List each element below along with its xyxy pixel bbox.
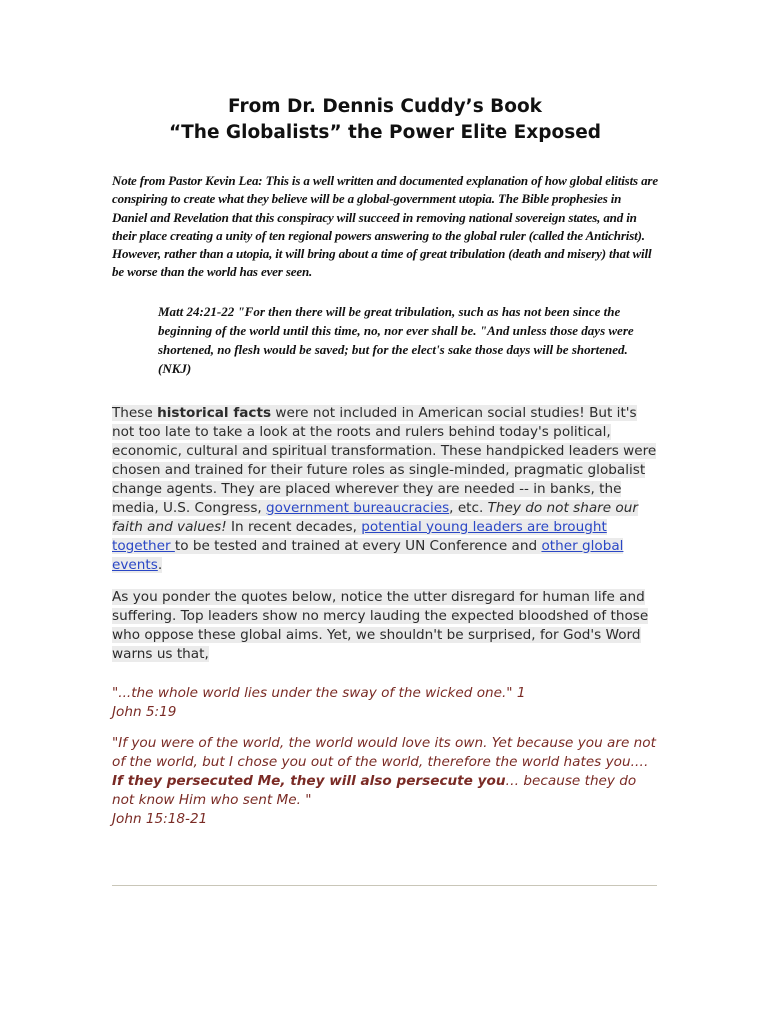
para1-text-6: . (157, 556, 163, 573)
para1-text-4: In recent decades, (226, 518, 362, 535)
scripture-2-text-2: … because they do not know Him who sent Me. " (112, 772, 637, 808)
scripture-quote-1 (112, 684, 658, 722)
historical-facts-bold: historical facts (157, 404, 272, 421)
bible-verse-quote: Matt 24:21-22 "For then there will be great tribulation, such as has not been since the beginning of the world until this time, no, nor ever shall be. "And unless those days were shortened, no flesh would be saved; but for the elect's sake those days will be shortened. (NKJ) (158, 303, 634, 376)
horizontal-divider (112, 885, 657, 886)
page-title (112, 94, 658, 146)
title-line-1: From Dr. Dennis Cuddy’s Book (228, 96, 542, 117)
para1-text-3: , etc. (449, 499, 488, 516)
scripture-2-reference: John 15:18-21 (112, 810, 208, 827)
article (112, 94, 658, 829)
scripture-1-text: "...the whole world lies under the sway of the wicked one." 1 (112, 684, 526, 701)
paragraph-highlight (112, 405, 656, 573)
title-line-2: “The Globalists” the Power Elite Exposed (169, 122, 601, 143)
scripture-quote-2 (112, 734, 658, 829)
para1-text-2: were not included in American social studies! But it's not too late to take a look at the roots and rulers behind today's political, economic, cultural and spiritual transformation. These handpicked leaders were chosen and trained for their future roles as single-minded, pragmatic globalist change agents. They are placed wherever they are needed -- in banks, the media, U.S. Congress, (112, 404, 657, 516)
scripture-2-text-1: "If you were of the world, the world would love its own. Yet because you are not of the world, but I chose you out of the world, therefore the world hates you.… (112, 734, 656, 770)
ponder-quotes-paragraph (112, 588, 658, 664)
para1-text-5: to be tested and trained at every UN Conference and (174, 537, 542, 554)
para2-highlight: As you ponder the quotes below, notice the utter disregard for human life and suffering. Top leaders show no mercy lauding the expected bloodshed of those who oppose these global aims. Yet, we shouldn't be surprised, for God's Word warns us that, (112, 588, 649, 662)
pastor-note: Note from Pastor Kevin Lea: This is a well written and documented explanation of how global elitists are conspiring to create what they believe will be a global-government utopia. The Bible prophesies in Daniel and Revelation that this conspiracy will succeed in removing national sovereign states, and in their place creating a unity of ten regional powers answering to the global ruler (called the Antichrist). However, rather than a utopia, it will bring about a time of great tribulation (death and misery) that will be worse than the world has ever seen. (112, 173, 658, 280)
scripture-1-reference: John 5:19 (112, 703, 177, 720)
government-bureaucracies-link[interactable]: government bureaucracies (266, 499, 450, 516)
scripture-2-bold: If they persecuted Me, they will also persecute you (112, 772, 506, 789)
young-leaders-link[interactable]: potential young leaders are brought together (112, 518, 607, 554)
para1-text-1: These (112, 404, 158, 421)
other-global-events-link[interactable]: other global events (112, 537, 624, 573)
faith-values-italic: They do not share our faith and values! (112, 499, 638, 535)
historical-facts-paragraph (112, 404, 658, 575)
